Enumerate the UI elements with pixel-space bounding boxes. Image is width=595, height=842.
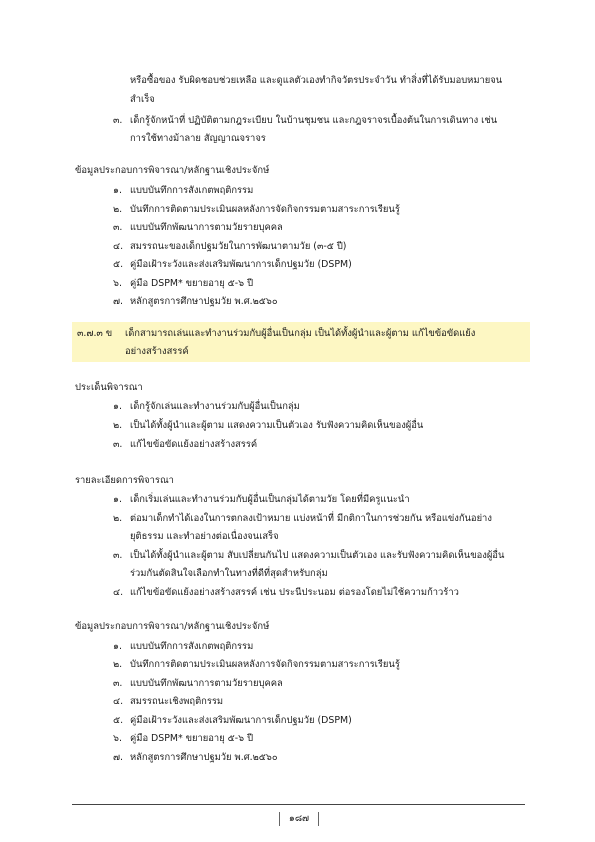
- evidence-heading-2: ข้อมูลประกอบการพิจารณา/หลักฐานเชิงประจักษ์: [75, 621, 270, 632]
- details-item-2-number: ๒.: [113, 513, 123, 524]
- evidence1-item-2: บันทึกการติดตามประเมินผลหลังการจัดกิจกรรมตามสาระการเรียนรู้: [130, 204, 400, 215]
- evidence-heading-1: ข้อมูลประกอบการพิจารณา/หลักฐานเชิงประจักษ์: [75, 165, 270, 176]
- issues-item-2: เป็นได้ทั้งผู้นำและผู้ตาม แสดงความเป็นตัวเอง รับฟังความคิดเห็นของผู้อื่น: [130, 420, 424, 431]
- footer-rule: [72, 804, 525, 805]
- evidence1-item-5: คู่มือเฝ้าระวังและส่งเสริมพัฒนาการเด็กปฐมวัย (DSPM): [130, 259, 352, 270]
- evidence1-item-7: หลักสูตรการศึกษาปฐมวัย พ.ศ.๒๕๖๐: [130, 296, 278, 307]
- details-heading: รายละเอียดการพิจารณา: [75, 475, 174, 486]
- details-item-4: แก้ไขข้อขัดแย้งอย่างสร้างสรรค์ เช่น ประนีประนอม ต่อรองโดยไม่ใช้ความก้าวร้าว: [130, 587, 459, 598]
- issues-item-1: เด็กรู้จักเล่นและทำงานร่วมกับผู้อื่นเป็นกลุ่ม: [130, 401, 300, 412]
- indicator-line-2: อย่างสร้างสรรค์: [125, 346, 189, 357]
- evidence1-item-6-number: ๖.: [113, 278, 122, 289]
- evidence1-item-3: แบบบันทึกพัฒนาการตามวัยรายบุคคล: [130, 222, 283, 233]
- evidence2-item-1: แบบบันทึกการสังเกตพฤติกรรม: [130, 641, 254, 652]
- evidence2-item-2-number: ๒.: [113, 659, 123, 670]
- evidence1-item-1-number: ๑.: [113, 185, 122, 196]
- evidence1-item-7-number: ๗.: [113, 296, 124, 307]
- details-item-4-number: ๔.: [113, 587, 124, 598]
- indicator-code: ๓.๗.๓ ข: [77, 328, 113, 339]
- details-item-2-line-1: ต่อมาเด็กทำได้เองในการตกลงเป้าหมาย แบ่งหน้าที่ มีกติกาในการช่วยกัน หรือแข่งกันอย่าง: [130, 513, 492, 524]
- details-item-1-number: ๑.: [113, 494, 122, 505]
- details-item-3-line-1: เป็นได้ทั้งผู้นำและผู้ตาม สับเปลี่ยนกันไป แสดงความเป็นตัวเอง และรับฟังความคิดเห็นของผู้อื่น: [130, 550, 505, 561]
- cont-line-2: สำเร็จ: [130, 94, 155, 105]
- evidence2-item-5: คู่มือเฝ้าระวังและส่งเสริมพัฒนาการเด็กปฐมวัย (DSPM): [130, 715, 352, 726]
- details-item-1: เด็กเริ่มเล่นและทำงานร่วมกับผู้อื่นเป็นกลุ่มได้ตามวัย โดยที่มีครูแนะนำ: [130, 494, 410, 505]
- evidence2-item-7-number: ๗.: [113, 752, 124, 763]
- issues-item-3-number: ๓.: [113, 439, 123, 450]
- issues-item-3: แก้ไขข้อขัดแย้งอย่างสร้างสรรค์: [130, 439, 258, 450]
- evidence2-item-5-number: ๕.: [113, 715, 124, 726]
- evidence1-item-5-number: ๕.: [113, 259, 124, 270]
- evidence2-item-6-number: ๖.: [113, 733, 122, 744]
- evidence2-item-3-number: ๓.: [113, 678, 123, 689]
- page-number-right-bar: [318, 812, 319, 826]
- page-number: ๑๘๗: [288, 813, 310, 824]
- evidence2-item-3: แบบบันทึกพัฒนาการตามวัยรายบุคคล: [130, 678, 283, 689]
- evidence2-item-4-number: ๔.: [113, 696, 124, 707]
- evidence2-item-1-number: ๑.: [113, 641, 122, 652]
- cont-item-3-number: ๓.: [113, 115, 123, 126]
- evidence2-item-4: สมรรถนะเชิงพฤติกรรม: [130, 696, 224, 707]
- issues-heading: ประเด็นพิจารณา: [75, 382, 143, 393]
- issues-item-1-number: ๑.: [113, 401, 122, 412]
- cont-item-3-line-1: เด็กรู้จักหน้าที่ ปฏิบัติตามกฎระเบียบ ในบ้านชุมชน และกฎจราจรเบื้องต้นในการเดินทาง เช่น: [130, 115, 498, 126]
- evidence2-item-2: บันทึกการติดตามประเมินผลหลังการจัดกิจกรรมตามสาระการเรียนรู้: [130, 659, 400, 670]
- evidence2-item-7: หลักสูตรการศึกษาปฐมวัย พ.ศ.๒๕๖๐: [130, 752, 278, 763]
- evidence2-item-6: คู่มือ DSPM* ขยายอายุ ๕-๖ ปี: [130, 733, 254, 744]
- evidence1-item-3-number: ๓.: [113, 222, 123, 233]
- details-item-3-line-2: ร่วมกันตัดสินใจเลือกทำในทางที่ดีที่สุดสำหรับกลุ่ม: [130, 568, 328, 579]
- evidence1-item-2-number: ๒.: [113, 204, 123, 215]
- evidence1-item-6: คู่มือ DSPM* ขยายอายุ ๕-๖ ปี: [130, 278, 254, 289]
- evidence1-item-4: สมรรถนะของเด็กปฐมวัยในการพัฒนาตามวัย (๓-๕ ปี): [130, 241, 347, 252]
- details-item-3-number: ๓.: [113, 550, 123, 561]
- issues-item-2-number: ๒.: [113, 420, 123, 431]
- page-number-left-bar: [279, 812, 280, 826]
- evidence1-item-1: แบบบันทึกการสังเกตพฤติกรรม: [130, 185, 254, 196]
- cont-item-3-line-2: การใช้ทางม้าลาย สัญญาณจราจร: [130, 133, 266, 144]
- details-item-2-line-2: ยุติธรรม และทำอย่างต่อเนื่องจนเสร็จ: [130, 531, 279, 542]
- indicator-line-1: เด็กสามารถเล่นและทำงานร่วมกับผู้อื่นเป็นกลุ่ม เป็นได้ทั้งผู้นำและผู้ตาม แก้ไขข้อขัดแย้ง: [125, 328, 476, 339]
- cont-line-1: หรือซื้อของ รับผิดชอบช่วยเหลือ และดูแลตัวเองทำกิจวัตรประจำวัน ทำสิ่งที่ได้รับมอบหมายจน: [130, 75, 503, 86]
- evidence1-item-4-number: ๔.: [113, 241, 124, 252]
